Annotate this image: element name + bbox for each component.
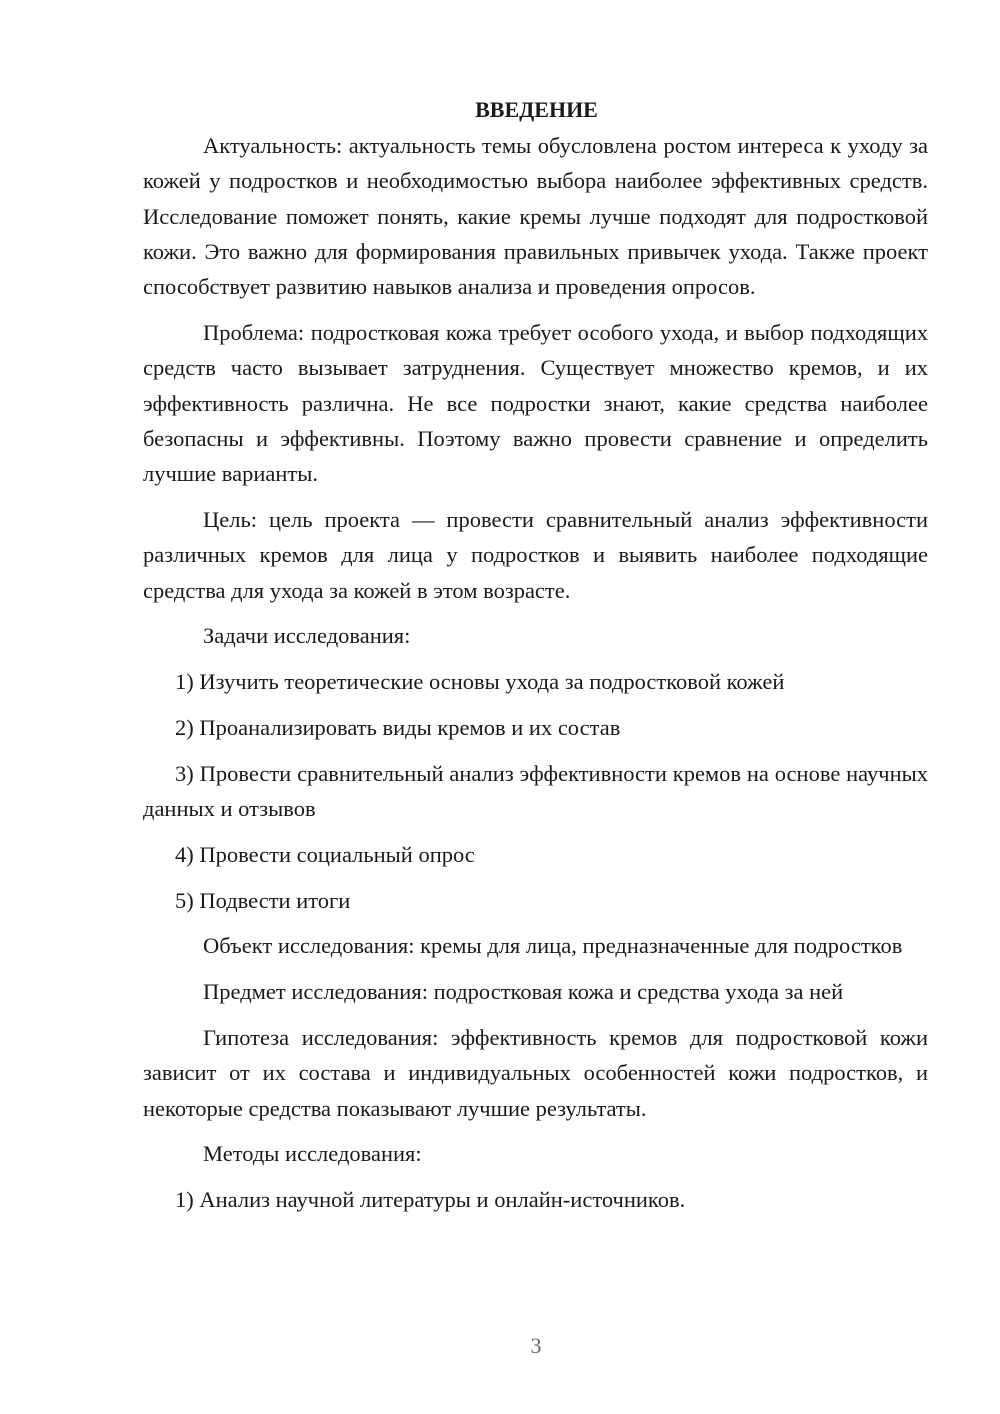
relevance-paragraph: Актуальность: актуальность темы обусловлена ростом интереса к уходу за кожей у подростков и необходимостью выбора наиболее эффективных средств. Исследование поможет понять, какие кремы лучше подходят для подростковой кожи. Это важно для формирования правильных привычек ухода. Также проект способствует развитию навыков анализа и проведения опросов. (143, 133, 928, 300)
goal-paragraph: Цель: цель проекта — провести сравнительный анализ эффективности различных кремов для лица у подростков и выявить наиболее подходящие средства для ухода за кожей в этом возрасте. (143, 506, 928, 603)
section-title: ВВЕДЕНИЕ (475, 97, 598, 122)
task-item: 4) Провести социальный опрос (175, 841, 475, 867)
task-item: 3) Провести сравнительный анализ эффективности кремов на основе научных данных и отзывов (143, 760, 928, 822)
problem-paragraph: Проблема: подростковая кожа требует особого ухода, и выбор подходящих средств часто вызывает затруднения. Существует множество кремов, и их эффективность различна. Не все подростки знают, какие средства наиболее безопасны и эффективны. Поэтому важно провести сравнение и определить лучшие варианты. (143, 319, 928, 487)
method-item: 1) Анализ научной литературы и онлайн-источников. (175, 1187, 686, 1213)
task-item: 2) Проанализировать виды кремов и их состав (175, 714, 621, 740)
task-item: 5) Подвести итоги (175, 887, 351, 913)
hypothesis-paragraph: Гипотеза исследования: эффективность кремов для подростковой кожи зависит от их состава и индивидуальных особенностей кожи подростков, и некоторые средства показывают лучшие результаты. (143, 1025, 928, 1121)
task-item: 1) Изучить теоретические основы ухода за подростковой кожей (175, 669, 785, 695)
tasks-heading: Задачи исследования: (203, 623, 411, 649)
methods-heading: Методы исследования: (203, 1141, 422, 1167)
object-paragraph: Объект исследования: кремы для лица, предназначенные для подростков (203, 933, 903, 959)
document-page (143, 92, 928, 1228)
page-number: 3 (530, 1333, 542, 1358)
subject-paragraph: Предмет исследования: подростковая кожа и средства ухода за ней (203, 979, 844, 1005)
